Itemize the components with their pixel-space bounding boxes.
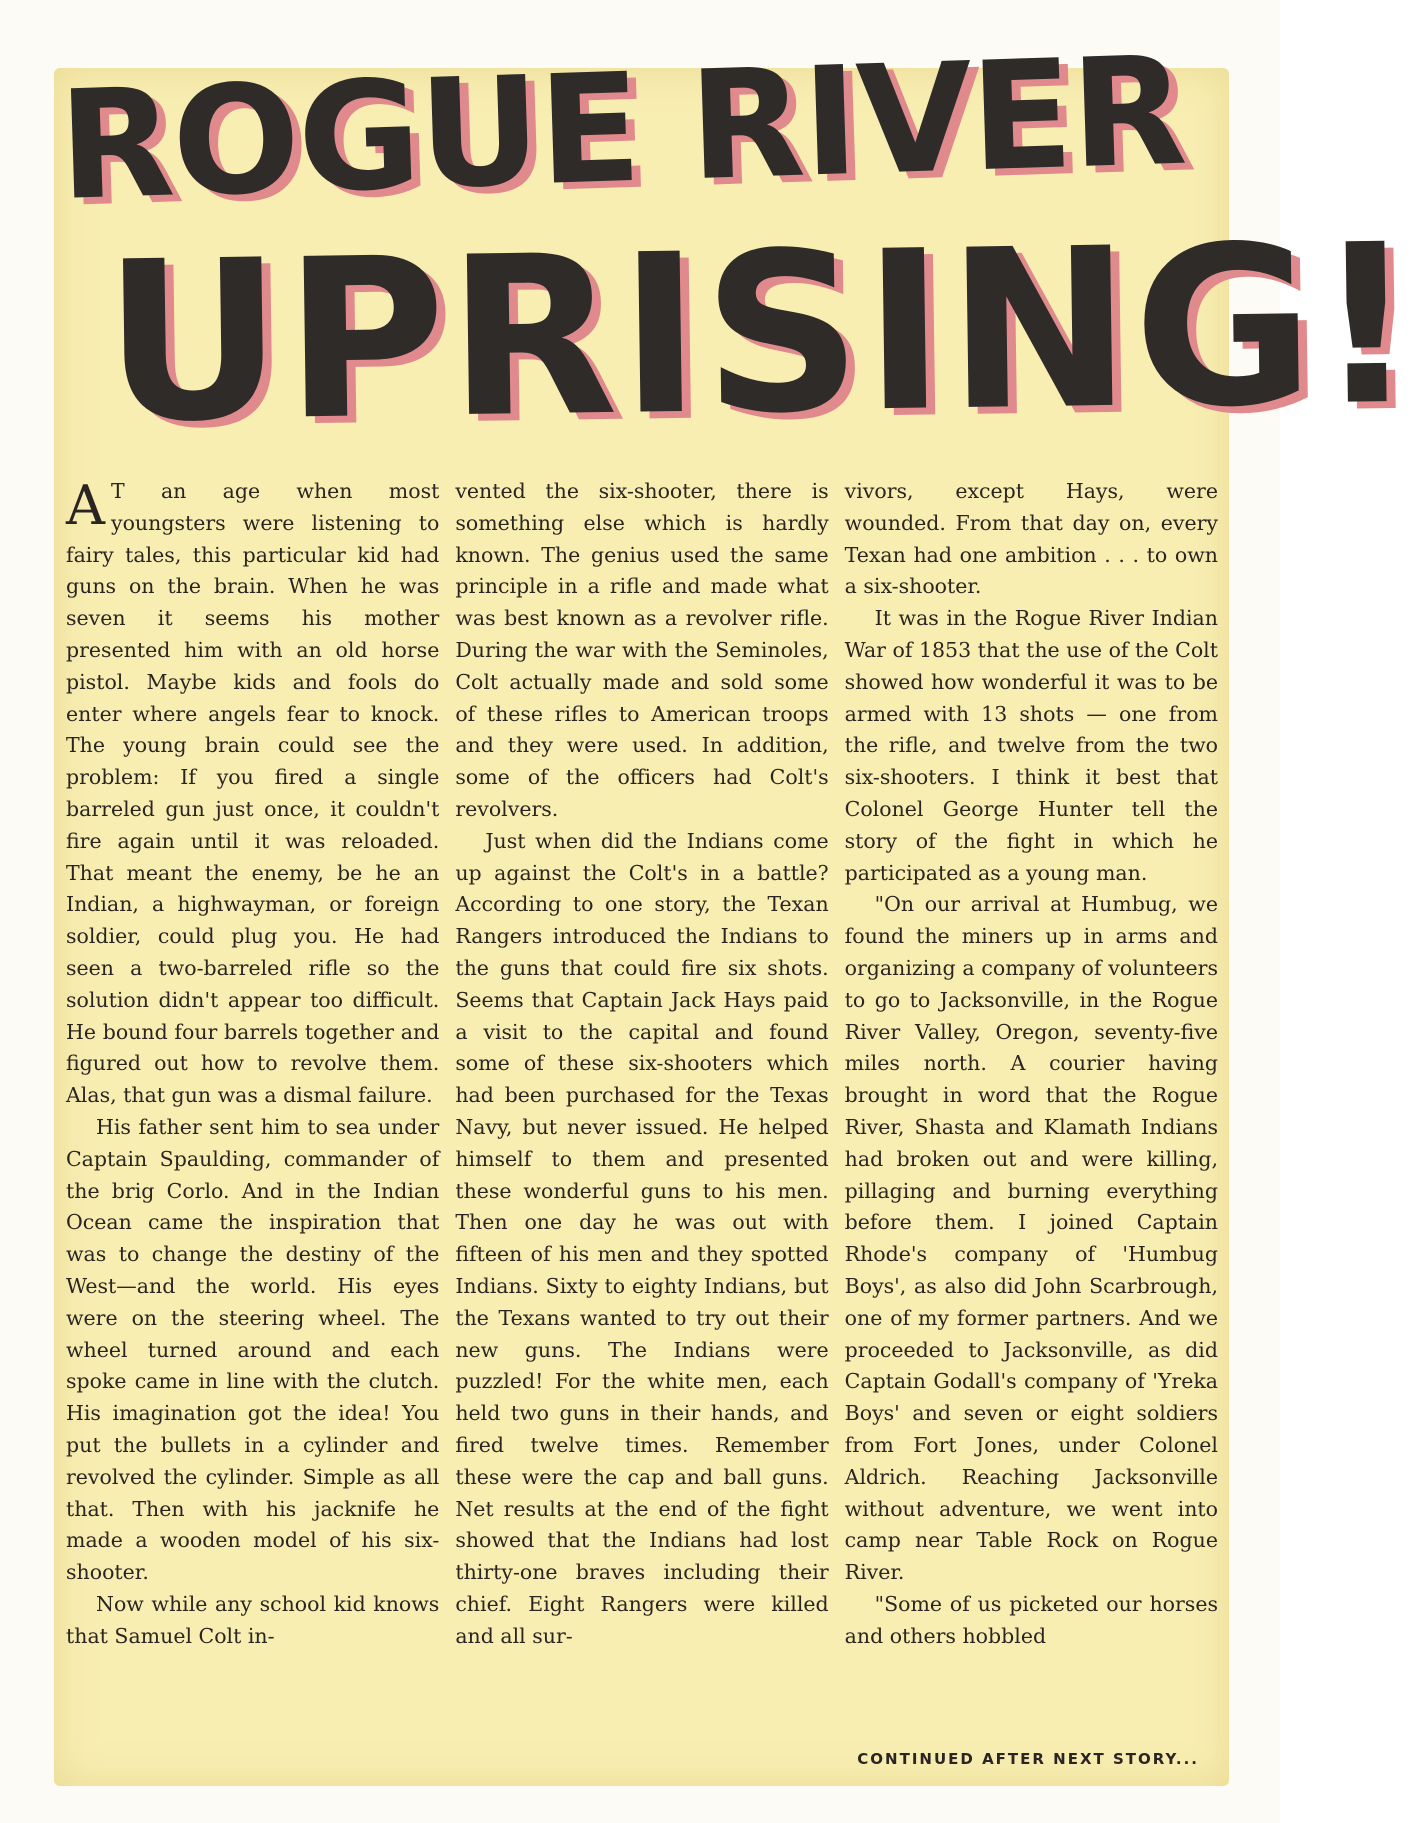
paragraph: His father sent him to sea under Captain Spaulding, commander of the brig Corlo. And in the Indian Ocean came the inspiration that was to change the destiny of the West—and the world. His eyes were on the steering wheel. The wheel turned around and each spoke came in line with the clutch. His imagination got the idea! You put the bullets in a cylinder and revolved the cylinder. Simple as all that. Then with his jacknife he made a wooden model of his six-shooter.	[66, 1114, 440, 1585]
story-panel	[54, 24, 1420, 1786]
article-body	[66, 476, 1218, 1741]
title-line-2: UPRISING!	[102, 196, 1420, 471]
drop-cap: A	[66, 474, 105, 537]
title-line-1: ROGUE RIVER	[56, 24, 1188, 234]
story-title	[54, 24, 1420, 471]
paragraph: Now while any school kid knows that Samuel Colt in-	[66, 1591, 440, 1648]
article-column-3	[845, 476, 1218, 1741]
paragraph: Just when did the Indians come up against the Colt's in a battle? According to one story, the Texan Rangers introduced the Indians to the guns that could fire six shots. Seems that Captain Jack Hays paid a visit to the capital and found some of these six-shooters which had been purchased for the Texas Navy, but never issued. He helped himself to them and presented these wonderful guns to his men. Then one day he was out with fifteen of his men and they spotted Indians. Sixty to eighty Indians, but the Texans wanted to try out their new guns. The Indians were puzzled! For the white men, each held two guns in their hands, and fired twelve times. Remember these were the cap and ball guns. Net results at the end of the fight showed that the Indians had lost thirty-one braves including their chief. Eight Rangers were killed and all sur-	[455, 828, 829, 1648]
article-column-1	[66, 476, 439, 1741]
paragraph: vented the six-shooter, there is something else which is hardly known. The genius used the same principle in a rifle and made what was best known as a revolver rifle. During the war with the Seminoles, Colt actually made and sold some of these rifles to American troops and they were used. In addition, some of the officers had Colt's revolvers.	[455, 479, 829, 821]
article-column-2	[455, 476, 828, 1741]
continued-note: CONTINUED AFTER NEXT STORY...	[857, 1750, 1199, 1768]
paragraph: vivors, except Hays, were wounded. From that day on, every Texan had one ambition . . . to own a six-shooter.	[844, 479, 1218, 599]
paragraph: "On our arrival at Humbug, we found the miners up in arms and organizing a company of volunteers to go to Jacksonville, in the Rogue River Valley, Oregon, seventy-five miles north. A courier having brought in word that the Rogue River, Shasta and Klamath Indians had broken out and were killing, pillaging and burning everything before them. I joined Captain Rhode's company of 'Humbug Boys', as also did John Scarbrough, one of my former partners. And we proceeded to Jacksonville, as did Captain Godall's company of 'Yreka Boys' and seven or eight soldiers from Fort Jones, under Colonel Aldrich. Reaching Jacksonville without adventure, we went into camp near Table Rock on Rogue River.	[844, 892, 1218, 1585]
paragraph	[66, 476, 439, 1112]
paragraph-text: T an age when most youngsters were listening to fairy tales, this particular kid had guns on the brain. When he was seven it seems his mother presented him with an old horse pistol. Maybe kids and fools do enter where angels fear to knock. The young brain could see the problem: If you fired a single barreled gun just once, it couldn't fire again until it was reloaded. That meant the enemy, be he an Indian, a highwayman, or foreign soldier, could plug you. He had seen a two-barreled rifle so the solution didn't appear too difficult. He bound four barrels together and figured out how to revolve them. Alas, that gun was a dismal failure.	[66, 479, 440, 1108]
paragraph: "Some of us picketed our horses and others hobbled	[844, 1591, 1218, 1648]
paragraph: It was in the Rogue River Indian War of 1853 that the use of the Colt showed how wonderful it was to be armed with 13 shots — one from the rifle, and twelve from the two six-shooters. I think it best that Colonel George Hunter tell the story of the fight in which he participated as a young man.	[844, 606, 1218, 885]
